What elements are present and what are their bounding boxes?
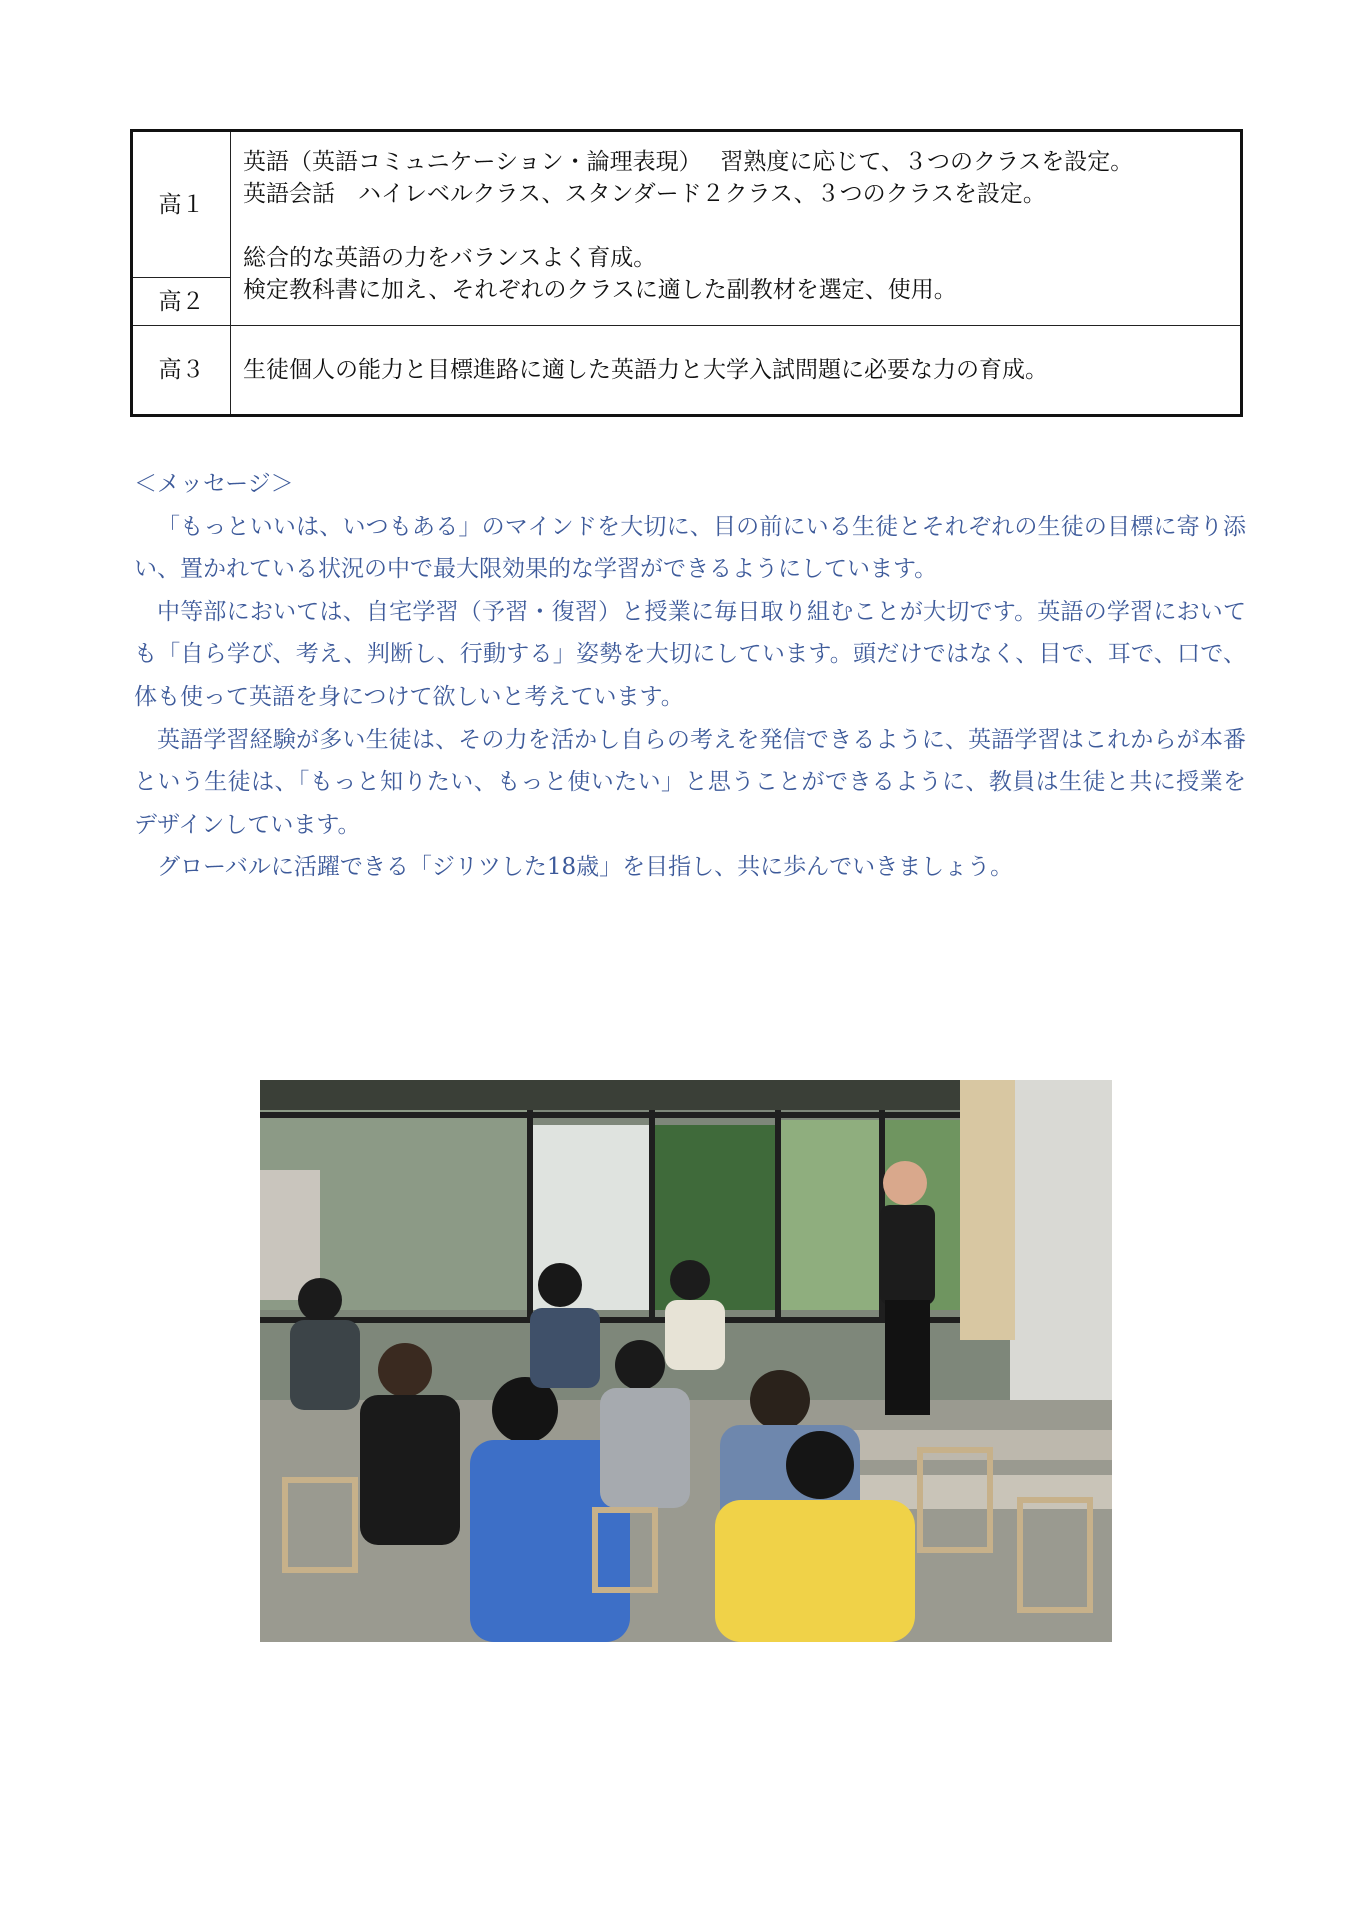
message-paragraph: 「もっといいは、いつもある」のマインドを大切に、目の前にいる生徒とそれぞれの生徒の目標に寄り添い、置かれている状況の中で最大限効果的な学習ができるようにしています。 — [134, 513, 1246, 583]
grade-cell-2: 高２ — [132, 278, 231, 326]
message-paragraph: グローバルに活躍できる「ジリツした18歳」を目指し、共に歩んでいきましょう。 — [157, 854, 1014, 881]
table-row — [132, 326, 1242, 416]
content-line: 英語会話 ハイレベルクラス、スタンダード２クラス、３つのクラスを設定。 — [243, 181, 1046, 207]
message-section — [134, 463, 1246, 889]
grade-cell-1: 高１ — [132, 131, 231, 278]
classroom-photo — [260, 1080, 1112, 1642]
curriculum-table — [130, 129, 1243, 417]
message-heading: ＜メッセージ＞ — [134, 471, 294, 497]
message-paragraph: 中等部においては、自宅学習（予習・復習）と授業に毎日取り組むことが大切です。英語の学習においても「自ら学び、考え、判断し、行動する」姿勢を大切にしています。頭だけではなく、目で、耳で、口で、体も使って英語を身につけて欲しいと考えています。 — [134, 598, 1246, 710]
content-line: 英語（英語コミュニケーション・論理表現） 習熟度に応じて、３つのクラスを設定。 — [243, 149, 1134, 175]
table-row — [132, 131, 1242, 278]
content-line: 総合的な英語の力をバランスよく育成。 — [243, 245, 657, 271]
content-line: 検定教科書に加え、それぞれのクラスに適した副教材を選定、使用。 — [243, 277, 957, 303]
content-line: 生徒個人の能力と目標進路に適した英語力と大学入試問題に必要な力の育成。 — [243, 357, 1048, 383]
content-cell-3 — [231, 326, 1242, 416]
grade-cell-3: 高３ — [132, 326, 231, 416]
blank-line — [243, 210, 1228, 242]
message-paragraph: 英語学習経験が多い生徒は、その力を活かし自らの考えを発信できるように、英語学習はこれからが本番という生徒は、「もっと知りたい、もっと使いたい」と思うことができるように、教員は生徒と共に授業をデザインしています。 — [134, 726, 1246, 838]
content-cell-1-2 — [231, 131, 1242, 326]
